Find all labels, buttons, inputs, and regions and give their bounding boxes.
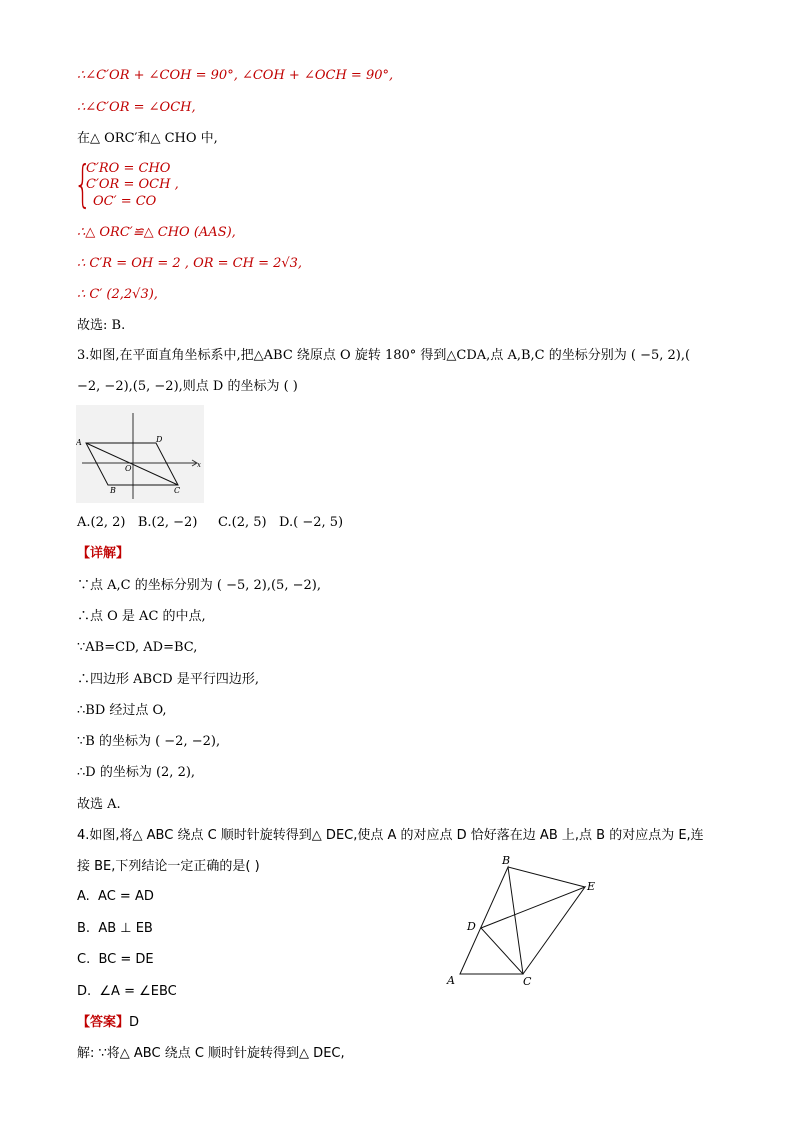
answer-tag: 【答案】	[77, 1015, 130, 1030]
detail-line: ∴D 的坐标为 (2, 2),	[77, 765, 196, 780]
solution-line: ∴∠C′OR + ∠COH = 90°, ∠COH + ∠OCH = 90°,	[77, 68, 394, 83]
label-a: A	[76, 438, 82, 447]
detail-line: ∴BD 经过点 O,	[77, 703, 167, 718]
label-d: D	[156, 435, 163, 444]
detail-line: 故选 A.	[77, 797, 121, 812]
q4-option-b: B. AB ⊥ EB	[77, 921, 153, 936]
detail-line: ∵AB=CD, AD=BC,	[77, 640, 198, 655]
q4-option-a: A. AC = AD	[77, 889, 154, 904]
solution-line: ∴△ ORC′≌△ CHO (AAS),	[77, 225, 236, 240]
q4-figure	[444, 852, 604, 988]
q3-options: A.(2, 2) B.(2, −2) C.(2, 5) D.( −2, 5)	[77, 515, 344, 530]
q4-option-c: C. BC = DE	[77, 952, 154, 967]
q4-option-d: D. ∠A = ∠EBC	[77, 984, 177, 999]
label-b: B	[502, 854, 511, 867]
label-c: C	[523, 975, 532, 988]
q4-stem: 4.如图,将△ ABC 绕点 C 顺时针旋转得到△ DEC,使点 A 的对应点 D 恰好落在边 AB 上,点 B 的对应点为 E,连接 BE,下列结论一定正确的是( )	[77, 828, 704, 874]
label-b: B	[110, 486, 116, 495]
detail-tag: 【详解】	[77, 546, 130, 561]
label-e: E	[587, 880, 596, 893]
answer-value: D	[129, 1015, 140, 1030]
label-c: C	[174, 486, 181, 495]
system-eq-2: C′OR = OCH ,	[86, 177, 179, 192]
solution-line: ∴ C′R = OH = 2 , OR = CH = 2√3,	[77, 256, 303, 271]
label-a: A	[447, 974, 455, 987]
detail-line: ∴点 O 是 AC 的中点,	[77, 609, 206, 624]
q3-stem: 3.如图,在平面直角坐标系中,把△ABC 绕原点 O 旋转 180° 得到△CDA,点 A,B,C 的坐标分别为 ( −5, 2),( −2, −2),(5, −2),则点 D 的坐标为 ( )	[77, 348, 691, 394]
label-o: O	[125, 464, 132, 473]
system-eq-1: C′RO = CHO	[86, 161, 171, 176]
solution-line: ∴ C′ (2,2√3),	[77, 287, 158, 302]
system-eq-3: OC′ = CO	[93, 194, 157, 209]
solution-line: 在△ ORC′和△ CHO 中,	[77, 131, 218, 146]
solution-line: ∴∠C′OR = ∠OCH,	[77, 100, 196, 115]
detail-line: ∵点 A,C 的坐标分别为 ( −5, 2),(5, −2),	[77, 578, 321, 593]
system-brace: {	[74, 155, 92, 213]
solution-line: 故选: B.	[77, 318, 126, 333]
label-x: x	[197, 461, 201, 469]
detail-line: ∵B 的坐标为 ( −2, −2),	[77, 734, 221, 749]
triangle-dec	[481, 887, 585, 974]
q4-solution: 解: ∵将△ ABC 绕点 C 顺时针旋转得到△ DEC,	[77, 1046, 345, 1061]
answer-line	[77, 1014, 139, 1032]
label-d: D	[467, 920, 476, 933]
detail-line: ∴四边形 ABCD 是平行四边形,	[77, 672, 259, 687]
q3-figure	[76, 405, 204, 503]
segment-be	[508, 867, 585, 887]
